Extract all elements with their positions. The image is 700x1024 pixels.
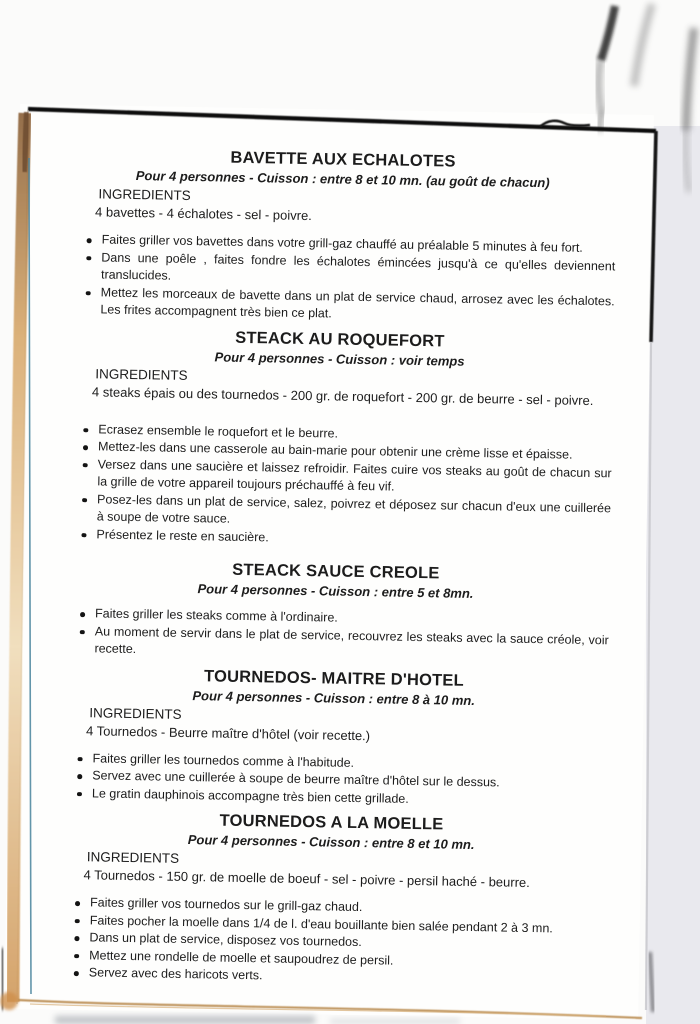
- step-item: Posez-les dans un plat de service, salez, poivrez et déposez sur chacun d'eux une cuillerée à soupe de votre sauce.: [97, 491, 612, 535]
- steps-list: [60, 605, 609, 667]
- steps-list: [66, 231, 615, 328]
- step-item: Ecrasez ensemble le roquefort et le beurre.: [98, 421, 612, 447]
- steps-list: [58, 749, 607, 811]
- pen-smudge-mark: [634, 4, 652, 86]
- ingredients-line: 4 Tournedos - 150 gr. de moelle de boeuf - sel - poivre - persil haché - beurre.: [83, 867, 530, 891]
- ingredients-line: 4 steaks épais ou des tournedos - 200 gr. de roquefort - 200 gr. de beurre - sel - poivre.: [91, 383, 594, 408]
- recipe-title: BAVETTE AUX ECHALOTES: [230, 148, 456, 171]
- bottom-shadow-band: [55, 1016, 315, 1024]
- ingredients-label: INGREDIENTS: [86, 849, 180, 866]
- recipe-section-moelle: [55, 808, 606, 991]
- recipe-title: STEACK AU ROQUEFORT: [235, 328, 445, 350]
- step-item: Faites griller les steaks comme à l'ordinaire.: [95, 605, 609, 631]
- step-item: Servez avec des haricots verts.: [89, 964, 603, 990]
- page-content: [55, 145, 618, 991]
- ingredients-line: 4 Tournedos - Beurre maître d'hôtel (voir recette.): [85, 722, 371, 743]
- step-item: Mettez-les dans une casserole au bain-marie pour obtenir une crème lisse et épaisse.: [98, 438, 612, 464]
- recipe-section-roquefort: [62, 324, 614, 552]
- recipe-section-maitre-dhotel: [58, 663, 608, 811]
- step-item: Servez avec une cuillerée à soupe de beurre maître d'hôtel sur le dessus.: [92, 767, 606, 793]
- pen-smudge-mark: [598, 58, 602, 114]
- pen-smudge-mark: [601, 6, 615, 60]
- bottom-shadow-band: [330, 1019, 460, 1024]
- recipe-subtitle: Pour 4 personnes - Cuisson : entre 8 et 10 mn.: [187, 832, 475, 853]
- recipe-title: TOURNEDOS A LA MOELLE: [219, 811, 444, 834]
- ingredients-label: INGREDIENTS: [95, 365, 188, 383]
- step-item: Mettez une rondelle de moelle et saupoudrez de persil.: [89, 947, 603, 973]
- step-item: Faites griller vos tournedos sur le grill-gaz chaud.: [90, 894, 604, 920]
- ingredients-label: INGREDIENTS: [98, 186, 191, 203]
- recipe-title: TOURNEDOS- MAITRE D'HOTEL: [203, 666, 465, 690]
- scanned-recipe-page: [4, 104, 654, 1020]
- ingredients-label: INGREDIENTS: [89, 704, 182, 722]
- recipe-subtitle: Pour 4 personnes - Cuisson : entre 8 à 10 mn.: [192, 687, 476, 708]
- scanner-background-strip: [646, 126, 700, 1024]
- step-item: Au moment de servir dans le plat de service, recouvrez les steaks avec la sauce créole, voir recette.: [94, 623, 609, 667]
- recipe-subtitle: Pour 4 personnes - Cuisson : voir temps: [214, 348, 465, 369]
- steps-list: [62, 420, 612, 552]
- step-item: Dans un plat de service, disposez vos tournedos.: [89, 929, 603, 955]
- recipe-section-bavette: [66, 145, 617, 328]
- step-item: Faites griller les tournedos comme à l'habitude.: [92, 750, 606, 776]
- step-item: Dans une poêle , faites fondre les échalotes émincées jusqu'à ce qu'elles deviennent translucides.: [101, 249, 616, 293]
- steps-list: [55, 894, 604, 991]
- recipe-title: STEACK SAUCE CREOLE: [232, 560, 440, 583]
- step-item: Versez dans une saucière et laissez refroidir. Faites cuire vos steaks au goût de chacun sur la grille de votre appareil toujours préchauffé à feu vif.: [97, 456, 612, 500]
- recipe-subtitle: Pour 4 personnes - Cuisson : entre 8 et 10 mn. (au goût de chacun): [135, 168, 550, 191]
- recipe-subtitle: Pour 4 personnes - Cuisson : entre 5 et 8mn.: [197, 581, 474, 601]
- step-item: Mettez les morceaux de bavette dans un plat de service chaud, arrosez avec les échalotes. Les frites accompagnent très bien ce plat.: [100, 284, 615, 328]
- pen-smudge-mark: [686, 28, 694, 130]
- step-item: Le gratin dauphinois accompagne très bien cette grillade.: [92, 785, 606, 811]
- step-item: Faites griller vos bavettes dans votre grill-gaz chauffé au préalable 5 minutes à feu fort.: [101, 231, 615, 257]
- recipe-section-creole: [60, 557, 610, 667]
- step-item: Faites pocher la moelle dans 1/4 de l. d'eau bouillante bien salée pendant 2 à 3 mn.: [90, 912, 604, 938]
- corner-dark-mark: [2, 948, 3, 1010]
- step-item: Présentez le reste en saucière.: [96, 526, 610, 552]
- ingredients-line: 4 bavettes - 4 échalotes - sel - poivre.: [94, 204, 313, 224]
